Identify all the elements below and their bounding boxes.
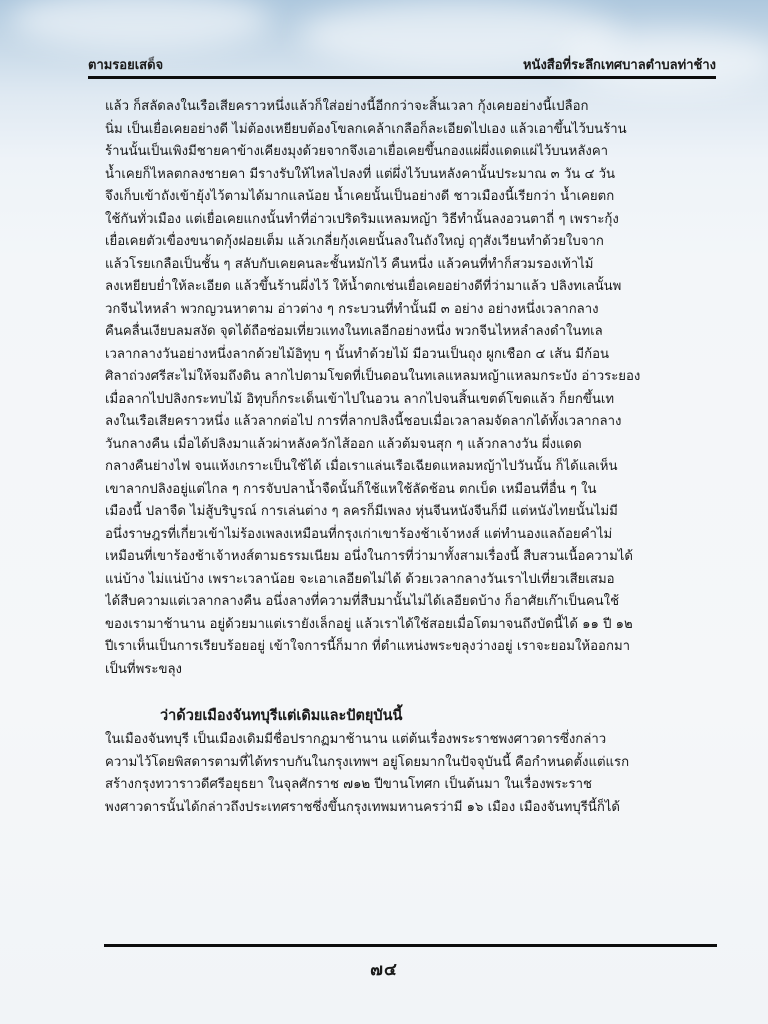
text-line: เมื่อลากไปปลิงกระทบไม้ อิทุบก็กระเด็นเข้าไปในอวน ลากไปจนสิ้นเขตต์โขดแล้ว ก็ยกขึ้นเท <box>105 391 615 407</box>
page-number: ๗๔ <box>370 960 398 980</box>
text-line: เวลากลางวันอย่างหนึ่งลากด้วยไม้อิทุบ ๆ นั้นทำด้วยไม้ มีอวนเป็นถุง ผูกเชือก ๔ เส้น มีก้อน <box>105 346 610 362</box>
paragraph-1 <box>105 96 717 681</box>
page-header <box>88 52 716 79</box>
text-line: ใช้กันทั่วเมือง แต่เยื่อเคยแกงนั้นทำที่อ่าวเปริดริมแหลมหญ้า วิธีทำนั้นลงอวนตาถี่ ๆ เพราะกุ้ง <box>105 211 619 227</box>
footer-rule <box>104 944 717 947</box>
header-left-title: ตามรอยเสด็จ <box>88 58 164 73</box>
text-line: วกจีนไหหลำ พวกญวนหาตาม อ่าวต่าง ๆ กระบวนที่ทำนั้นมี ๓ อย่าง อย่างหนึ่งเวลากลาง <box>105 301 599 317</box>
text-line: ลงเหยียบย่ำให้ละเอียด แล้วขึ้นร้านผึ่งไว้ ให้น้ำตกเช่นเยื่อเคยอย่างดีที่ว่ามาแล้ว ปลิงทเลนั้นพ <box>105 279 622 294</box>
paragraph-gap <box>105 681 717 703</box>
text-line: อนึ่งราษฎรที่เกี่ยวเข้าไม่ร้องเพลงเหมือนที่กรุงเก่าเขาร้องช้าเจ้าหงส์ แต่ทำนองแลถ้อยคำไม่ <box>105 526 613 542</box>
text-line: ของเรามาช้านาน อยู่ด้วยมาแต่เรายังเล็กอยู่ แล้วเราได้ใช้สอยเมื่อโตมาจนถึงบัดนี้ได้ ๑๑ ปี ๑๒ <box>105 616 633 632</box>
text-line: เหมือนที่เขาร้องช้าเจ้าหงส์ตามธรรมเนียม อนึ่งในการที่ว่ามาทั้งสามเรื่องนี้ สืบสวนเนื้อความได้ <box>105 549 633 564</box>
text-line: เยื่อเคยตัวเขื่องขนาดกุ้งฝอยเต็ม แล้วเกลี่ยกุ้งเคยนั้นลงในถังใหญ่ ฤๅสังเวียนทำด้วยใบจาก <box>105 234 604 249</box>
text-line: วันกลางคืน เมื่อได้ปลิงมาแล้วผ่าหลังควักไส้ออก แล้วต้มจนสุก ๆ แล้วกลางวัน ผึ่งแดด <box>105 436 582 452</box>
text-line: นิ่ม เป็นเยื่อเคยอย่างดี ไม่ต้องเหยียบต้องโขลกเคล้าเกลือก็ละเอียดไปเอง แล้วเอาขึ้นไว้บนร้าน <box>105 121 627 137</box>
text-line: ได้สืบความแต่เวลากลางคืน อนึ่งลางที่ความที่สืบมานั้นไม่ได้เลอียดบ้าง ก็อาศัยเก๊าเป็นคนใช้ <box>105 594 620 609</box>
text-line: ร้านนั้นเป็นเพิงมีชายคาข้างเคียงมุงด้วยจากจึงเอาเยื่อเคยขึ้นกองแผ่ผึ่งแดดแผ่ไว้บนหลังคา <box>105 144 609 159</box>
text-line: ความไว้โดยพิสดารตามที่ได้ทราบกันในกรุงเทพฯ อยู่โดยมากในปัจจุบันนี้ คือกำหนดตั้งแต่แรก <box>105 754 630 770</box>
text-line: แล้ว ก็สลัดลงในเรือเสียคราวหนึ่งแล้วก็ใส่อย่างนี้อีกกว่าจะสิ้นเวลา กุ้งเคยอย่างนี้เปลือก <box>105 99 589 114</box>
text-line: น้ำเคยก็ไหลตกลงชายคา มีรางรับให้ไหลไปลงที่ แต่ผึ่งไว้บนหลังคานั้นประมาณ ๓ วัน ๔ วัน <box>105 166 616 182</box>
text-line: จึงเก็บเข้าถังเข้ายุ้งไว้ตามได้มากแลน้อย น้ำเคยนั้นเป็นอย่างดี ชาวเมืองนี้เรียกว่า น้ำเคยตก <box>105 189 615 204</box>
text-line: สร้างกรุงทวาราวดีศรีอยุธยา ในจุลศักราช ๗๑๒ ปีขานโทศก เป็นต้นมา ในเรื่องพระราช <box>105 777 592 792</box>
text-line: เป็นที่พระขลุง <box>105 661 182 677</box>
text-line: แล้วโรยเกลือเป็นชั้น ๆ สลับกับเคยคนละชั้นหมักไว้ คืนหนึ่ง แล้วคนที่ทำก็สวมรองเท้าไม้ <box>105 256 594 272</box>
text-line: ศิลาถ่วงศรีสะไม่ให้จมถึงดิน ลากไปตามโขดที่เป็นดอนในทเลแหลมหญ้าแหลมกระบัง อ่าวระยอง <box>105 369 641 384</box>
body-text <box>105 96 717 819</box>
text-line: พงศาวดารนั้นได้กล่าวถึงประเทศราชซึ่งขึ้นกรุงเทพมหานครว่ามี ๑๖ เมือง เมืองจันทบุรีนี้ก็ได้ <box>105 799 620 815</box>
text-line: เขาลากปลิงอยู่แต่ไกล ๆ การจับปลาน้ำจืดนั้นก็ใช้แหใช้ลัดช้อน ตกเบ็ด เหมือนที่อื่น ๆ ใน <box>105 481 597 497</box>
section-heading: ว่าด้วยเมืองจันทบุรีแต่เดิมและปัตยุบันนี้ <box>160 707 403 724</box>
paragraph-2 <box>105 729 717 819</box>
text-line: ในเมืองจันทบุรี เป็นเมืองเดิมมีชื่อปรากฏมาช้านาน แต่ต้นเรื่องพระราชพงศาวดารซึ่งกล่าว <box>105 732 607 747</box>
text-line: แน่บ้าง ไม่แน่บ้าง เพราะเวลาน้อย จะเอาเลอียดไม่ได้ ด้วยเวลากลางวันเราไปเที่ยวเสียเสมอ <box>105 571 615 587</box>
text-line: เมืองนี้ ปลาจืด ไม่สู้บริบูรณ์ การเล่นต่าง ๆ ลครก็มีเพลง หุ่นจีนหนังจีนก็มี แต่หนังไทยนั้นไม่มี <box>105 504 618 519</box>
header-right-title: หนังสือที่ระลึกเทศบาลตำบลท่าช้าง <box>522 58 716 73</box>
text-line: กลางคืนย่างไฟ จนแห้งเกราะเป็นใช้ได้ เมื่อเราแล่นเรือเฉียดแหลมหญ้าไปวันนั้น ก็ได้แลเห็น <box>105 459 618 474</box>
text-line: คืนคลื่นเงียบลมสงัด จุดไต้ถือซ่อมเที่ยวแทงในทเลอีกอย่างหนึ่ง พวกจีนไหหลำลงดำในทเล <box>105 324 603 339</box>
text-line: ลงในเรือเสียคราวหนึ่ง แล้วลากต่อไป การที่ลากปลิงนี้ชอบเมื่อเวลาลมจัดลากได้ทั้งเวลากลาง <box>105 414 622 429</box>
text-line: ปีเราเห็นเป็นการเรียบร้อยอยู่ เข้าใจการนี้ก็มาก ที่ตำแหน่งพระขลุงว่างอยู่ เราจะยอมให้ออกมา <box>105 639 631 654</box>
